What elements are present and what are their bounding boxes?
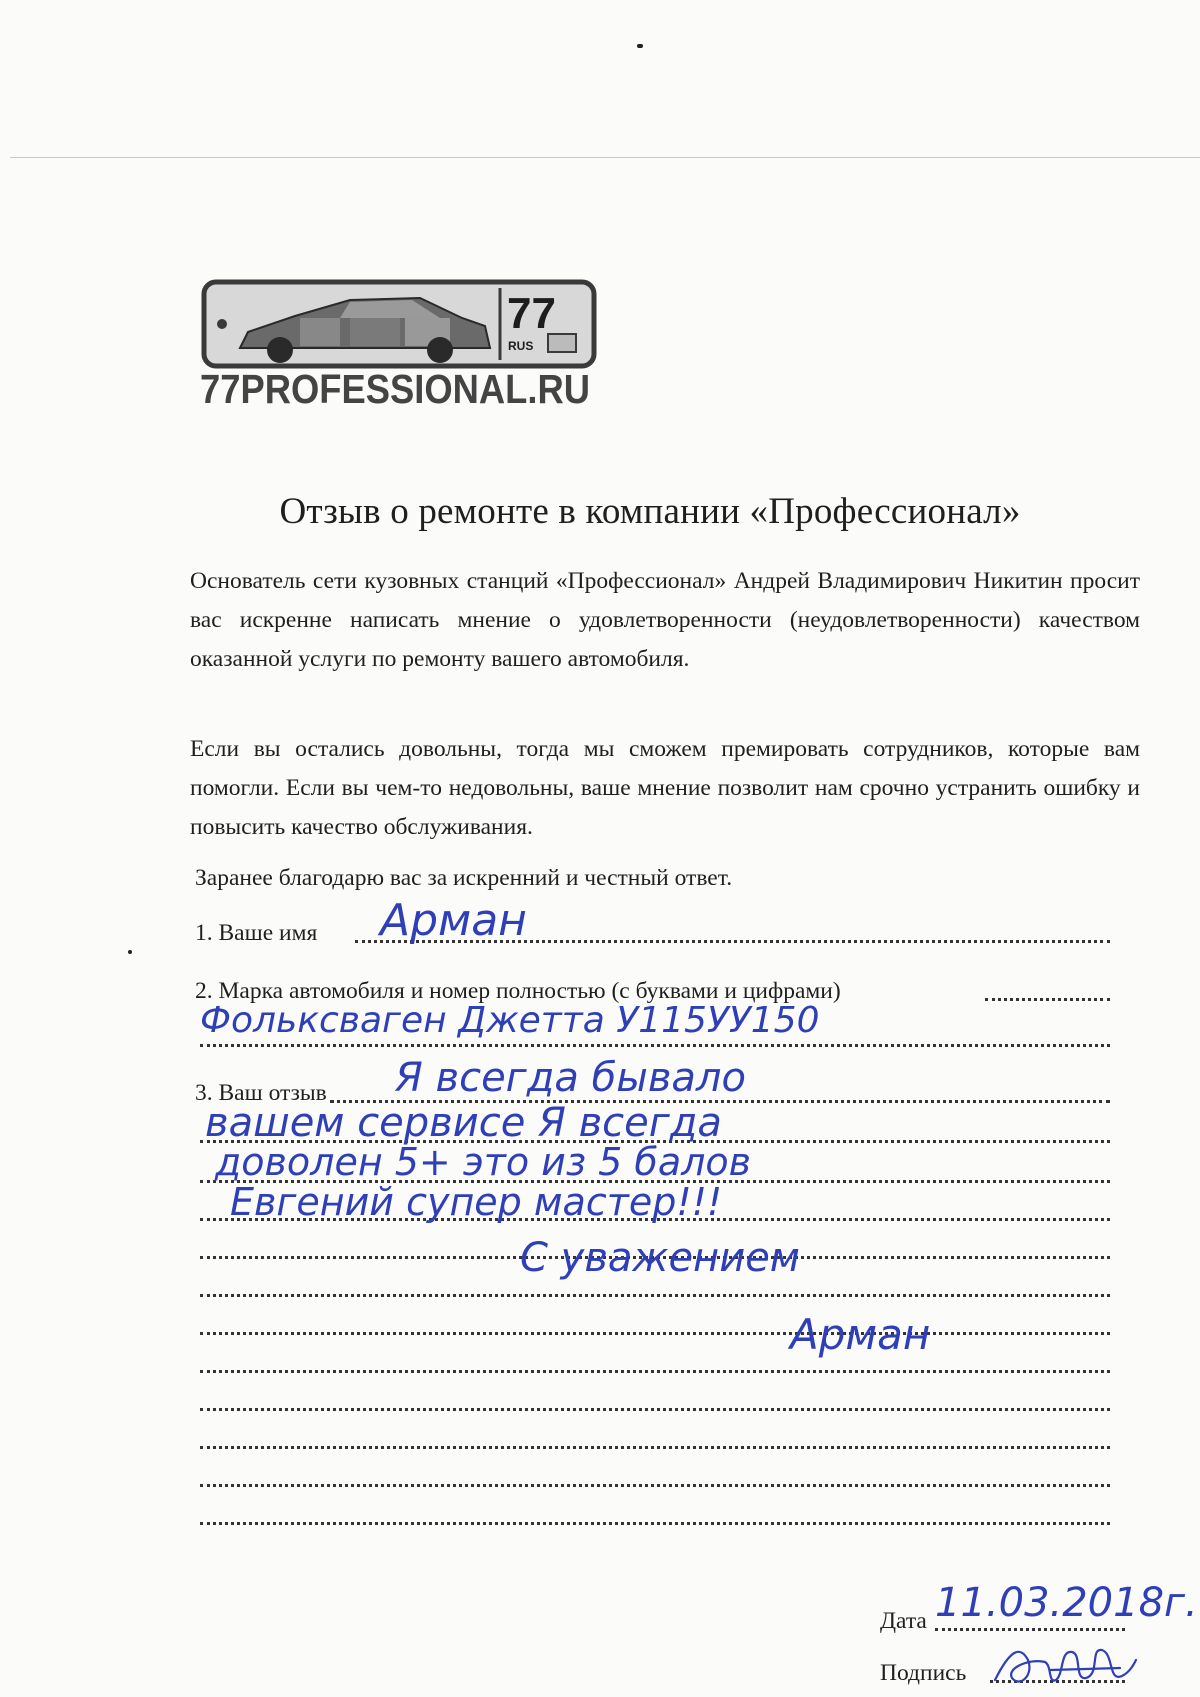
review-handwritten-line: доволен 5+ это из 5 балов [215, 1140, 752, 1184]
car-dotted-line-1 [985, 998, 1110, 1001]
car-label: 2. Марка автомобиля и номер полностью (с буквами и цифрами) [195, 978, 841, 1004]
review-dotted-line [200, 1332, 1110, 1335]
review-handwritten-line: С уважением [520, 1235, 800, 1281]
car-dotted-line-2 [200, 1044, 1110, 1047]
intro-paragraph-1: Основатель сети кузовных станций «Профессионал» Андрей Владимирович Никитин просит вас искренне написать мнение о удовлетворенности (неудовлетворенности) качеством оказанной услуги по ремонту вашего автомобиля. [190, 568, 1140, 672]
car-plate-logo-graphic [200, 278, 600, 438]
signature-label: Подпись [880, 1660, 967, 1686]
review-label: 3. Ваш отзыв [195, 1080, 327, 1106]
name-label: 1. Ваше имя [195, 920, 318, 946]
page-title: Отзыв о ремонте в компании «Профессионал» [279, 491, 1021, 532]
intro-paragraph-2: Если вы остались довольны, тогда мы сможем премировать сотрудников, которые вам помогли. Если вы чем-то недовольны, ваше мнение позволит нам срочно устранить ошибку и повысить качество обслуживания. [190, 736, 1140, 840]
plate-region: RUS [508, 339, 534, 353]
logo-wordmark: 77PROFESSIONAL.RU [200, 366, 590, 412]
review-dotted-line [200, 1446, 1110, 1449]
review-dotted-line [200, 1294, 1110, 1297]
review-dotted-line [200, 1522, 1110, 1525]
review-handwritten-line: Евгений супер мастер!!! [230, 1180, 723, 1224]
review-handwritten-line: вашем сервисе Я всегда [205, 1100, 722, 1146]
review-dotted-line [200, 1370, 1110, 1373]
review-handwritten-line: Я всегда бывало [395, 1055, 746, 1101]
signature-scribble [990, 1640, 1140, 1695]
intro-paragraph-3: Заранее благодарю вас за искренний и честный ответ. [195, 865, 733, 891]
review-dotted-line [200, 1484, 1110, 1487]
scan-speck [637, 44, 643, 48]
scan-speck [128, 950, 132, 954]
date-dotted-line [935, 1628, 1125, 1631]
review-handwritten-line: Арман [790, 1310, 931, 1359]
review-dotted-line [200, 1408, 1110, 1411]
date-handwritten-value: 11.03.2018г. [935, 1580, 1198, 1626]
date-label: Дата [880, 1608, 927, 1634]
name-handwritten-value: Арман [380, 895, 527, 946]
company-logo [200, 278, 600, 438]
scan-fold-line [10, 157, 1200, 158]
car-handwritten-value: Фольксваген Джетта У115УУ150 [200, 1000, 820, 1041]
plate-number: 77 [507, 289, 556, 338]
